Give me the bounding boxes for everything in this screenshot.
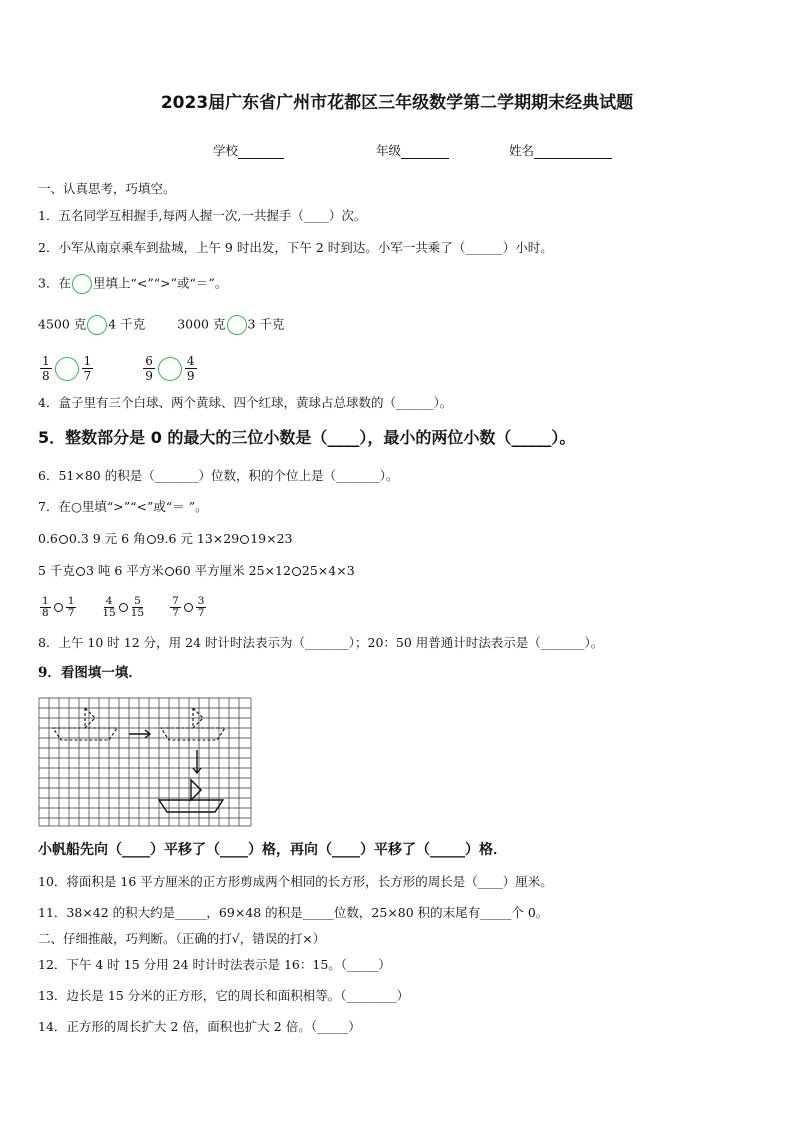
q3-item-a: 4500 克 xyxy=(38,316,87,332)
q3-item-c: 3000 克 xyxy=(177,316,226,332)
name-field[interactable] xyxy=(509,141,612,159)
school-label: 学校 xyxy=(213,143,239,158)
q7-circle-2[interactable] xyxy=(147,535,156,544)
question-4: 4．盒子里有三个白球、两个黄球、四个红球，黄球占总球数的（______）。 xyxy=(38,395,453,410)
compare-circle-2[interactable] xyxy=(227,315,247,335)
page-title: 2023届广东省广州市花都区三年级数学第二学期期末经典试题 xyxy=(160,93,634,113)
q7-row-2: 5 千克 3 吨 6 平方米 60 平方厘米 25×12 25×4×3 xyxy=(38,563,355,578)
q7-circle-3[interactable] xyxy=(240,535,249,544)
compare-circle-3[interactable] xyxy=(55,357,79,381)
fraction-1-7: $\frac{1}{7}$ xyxy=(83,354,92,383)
q7-circle-6[interactable] xyxy=(292,567,301,576)
question-14: 14．正方形的周长扩大 2 倍，面积也扩大 2 倍。（_____） xyxy=(38,1019,361,1034)
name-label: 姓名 xyxy=(509,143,535,158)
question-1: 1．五名同学互相握手,每两人握一次,一共握手（____）次。 xyxy=(38,208,367,223)
question-5: 5．整数部分是 0 的最大的三位小数是（____），最小的两位小数（_____）。 xyxy=(38,428,576,447)
question-9: 9．看图填一填． xyxy=(38,665,142,681)
grade-label: 年级 xyxy=(376,143,402,158)
q3-suffix: 里填上“<”“>”或“＝”。 xyxy=(92,275,228,291)
q3-row-1 xyxy=(38,315,284,335)
question-10: 10．将面积是 16 平方厘米的正方形剪成两个相同的长方形，长方形的周长是（____）厘米。 xyxy=(38,874,553,889)
section-1-heading: 一、认真思考，巧填空。 xyxy=(38,181,176,196)
q3-prefix: 3．在 xyxy=(38,275,71,291)
fraction-6-9: $\frac{6}{9}$ xyxy=(145,354,153,383)
question-6: 6．51×80 的积是（_______）位数，积的个位上是（_______）。 xyxy=(38,468,399,483)
question-9-answer: 小帆船先向（____）平移了（____）格，再向（____）平移了（_____）格． xyxy=(38,842,507,858)
fraction-4-9: $\frac{4}{9}$ xyxy=(186,354,195,383)
school-field[interactable] xyxy=(213,141,284,159)
compare-circle-4[interactable] xyxy=(158,357,182,381)
section-2-heading: 二、仔细推敲，巧判断。（正确的打√，错误的打×） xyxy=(38,931,326,946)
q7-circle-4[interactable] xyxy=(76,567,85,576)
q3-item-d: 3 千克 xyxy=(247,316,285,332)
school-blank[interactable] xyxy=(238,144,284,159)
question-7: 7．在○里填“>”“<”或“＝ ”。 xyxy=(38,499,208,514)
name-blank[interactable] xyxy=(534,144,612,159)
grade-field[interactable] xyxy=(376,141,449,159)
q7-circle-5[interactable] xyxy=(165,567,174,576)
compare-circle-1[interactable] xyxy=(87,315,107,335)
question-8: 8．上午 10 时 12 分，用 24 时计时法表示为（_______）；20：50 用普通计时法表示是（_______）。 xyxy=(38,635,604,650)
q3-item-b: 4 千克 xyxy=(108,316,146,332)
q7-circle-9[interactable] xyxy=(184,603,193,612)
q7-row-1: 0.6 0.3 9 元 6 角 9.6 元 13×29 19×23 xyxy=(38,531,293,546)
q7-circle-1[interactable] xyxy=(59,535,68,544)
q7-circle-7[interactable] xyxy=(54,603,63,612)
q7-circle-8[interactable] xyxy=(119,603,128,612)
fraction-1-8: $\frac{1}{8}$ xyxy=(42,354,50,383)
question-2: 2．小军从南京乘车到盐城，上午 9 时出发，下午 2 时到达。小军一共乘了（______）小时。 xyxy=(38,240,553,255)
compare-circle-icon xyxy=(72,274,92,294)
grade-blank[interactable] xyxy=(401,144,449,159)
q3-row-2 xyxy=(38,350,199,386)
question-3 xyxy=(38,274,227,294)
question-11: 11．38×42 的积大约是_____，69×48 的积是_____位数，25×80 积的末尾有_____个 0。 xyxy=(38,905,549,920)
sailboat-grid-figure xyxy=(38,697,252,831)
q7-row-3: $\frac{1}{8}$ $\frac{1}{7}$ $\frac{4}{15}$ $\frac{5}{15}$ $\frac{7}{7}$ $\frac{3}{7}$ xyxy=(42,595,205,619)
question-13: 13．边长是 15 分米的正方形，它的周长和面积相等。（________） xyxy=(38,988,410,1003)
question-12: 12．下午 4 时 15 分用 24 时计时法表示是 16：15。（_____） xyxy=(38,957,391,972)
